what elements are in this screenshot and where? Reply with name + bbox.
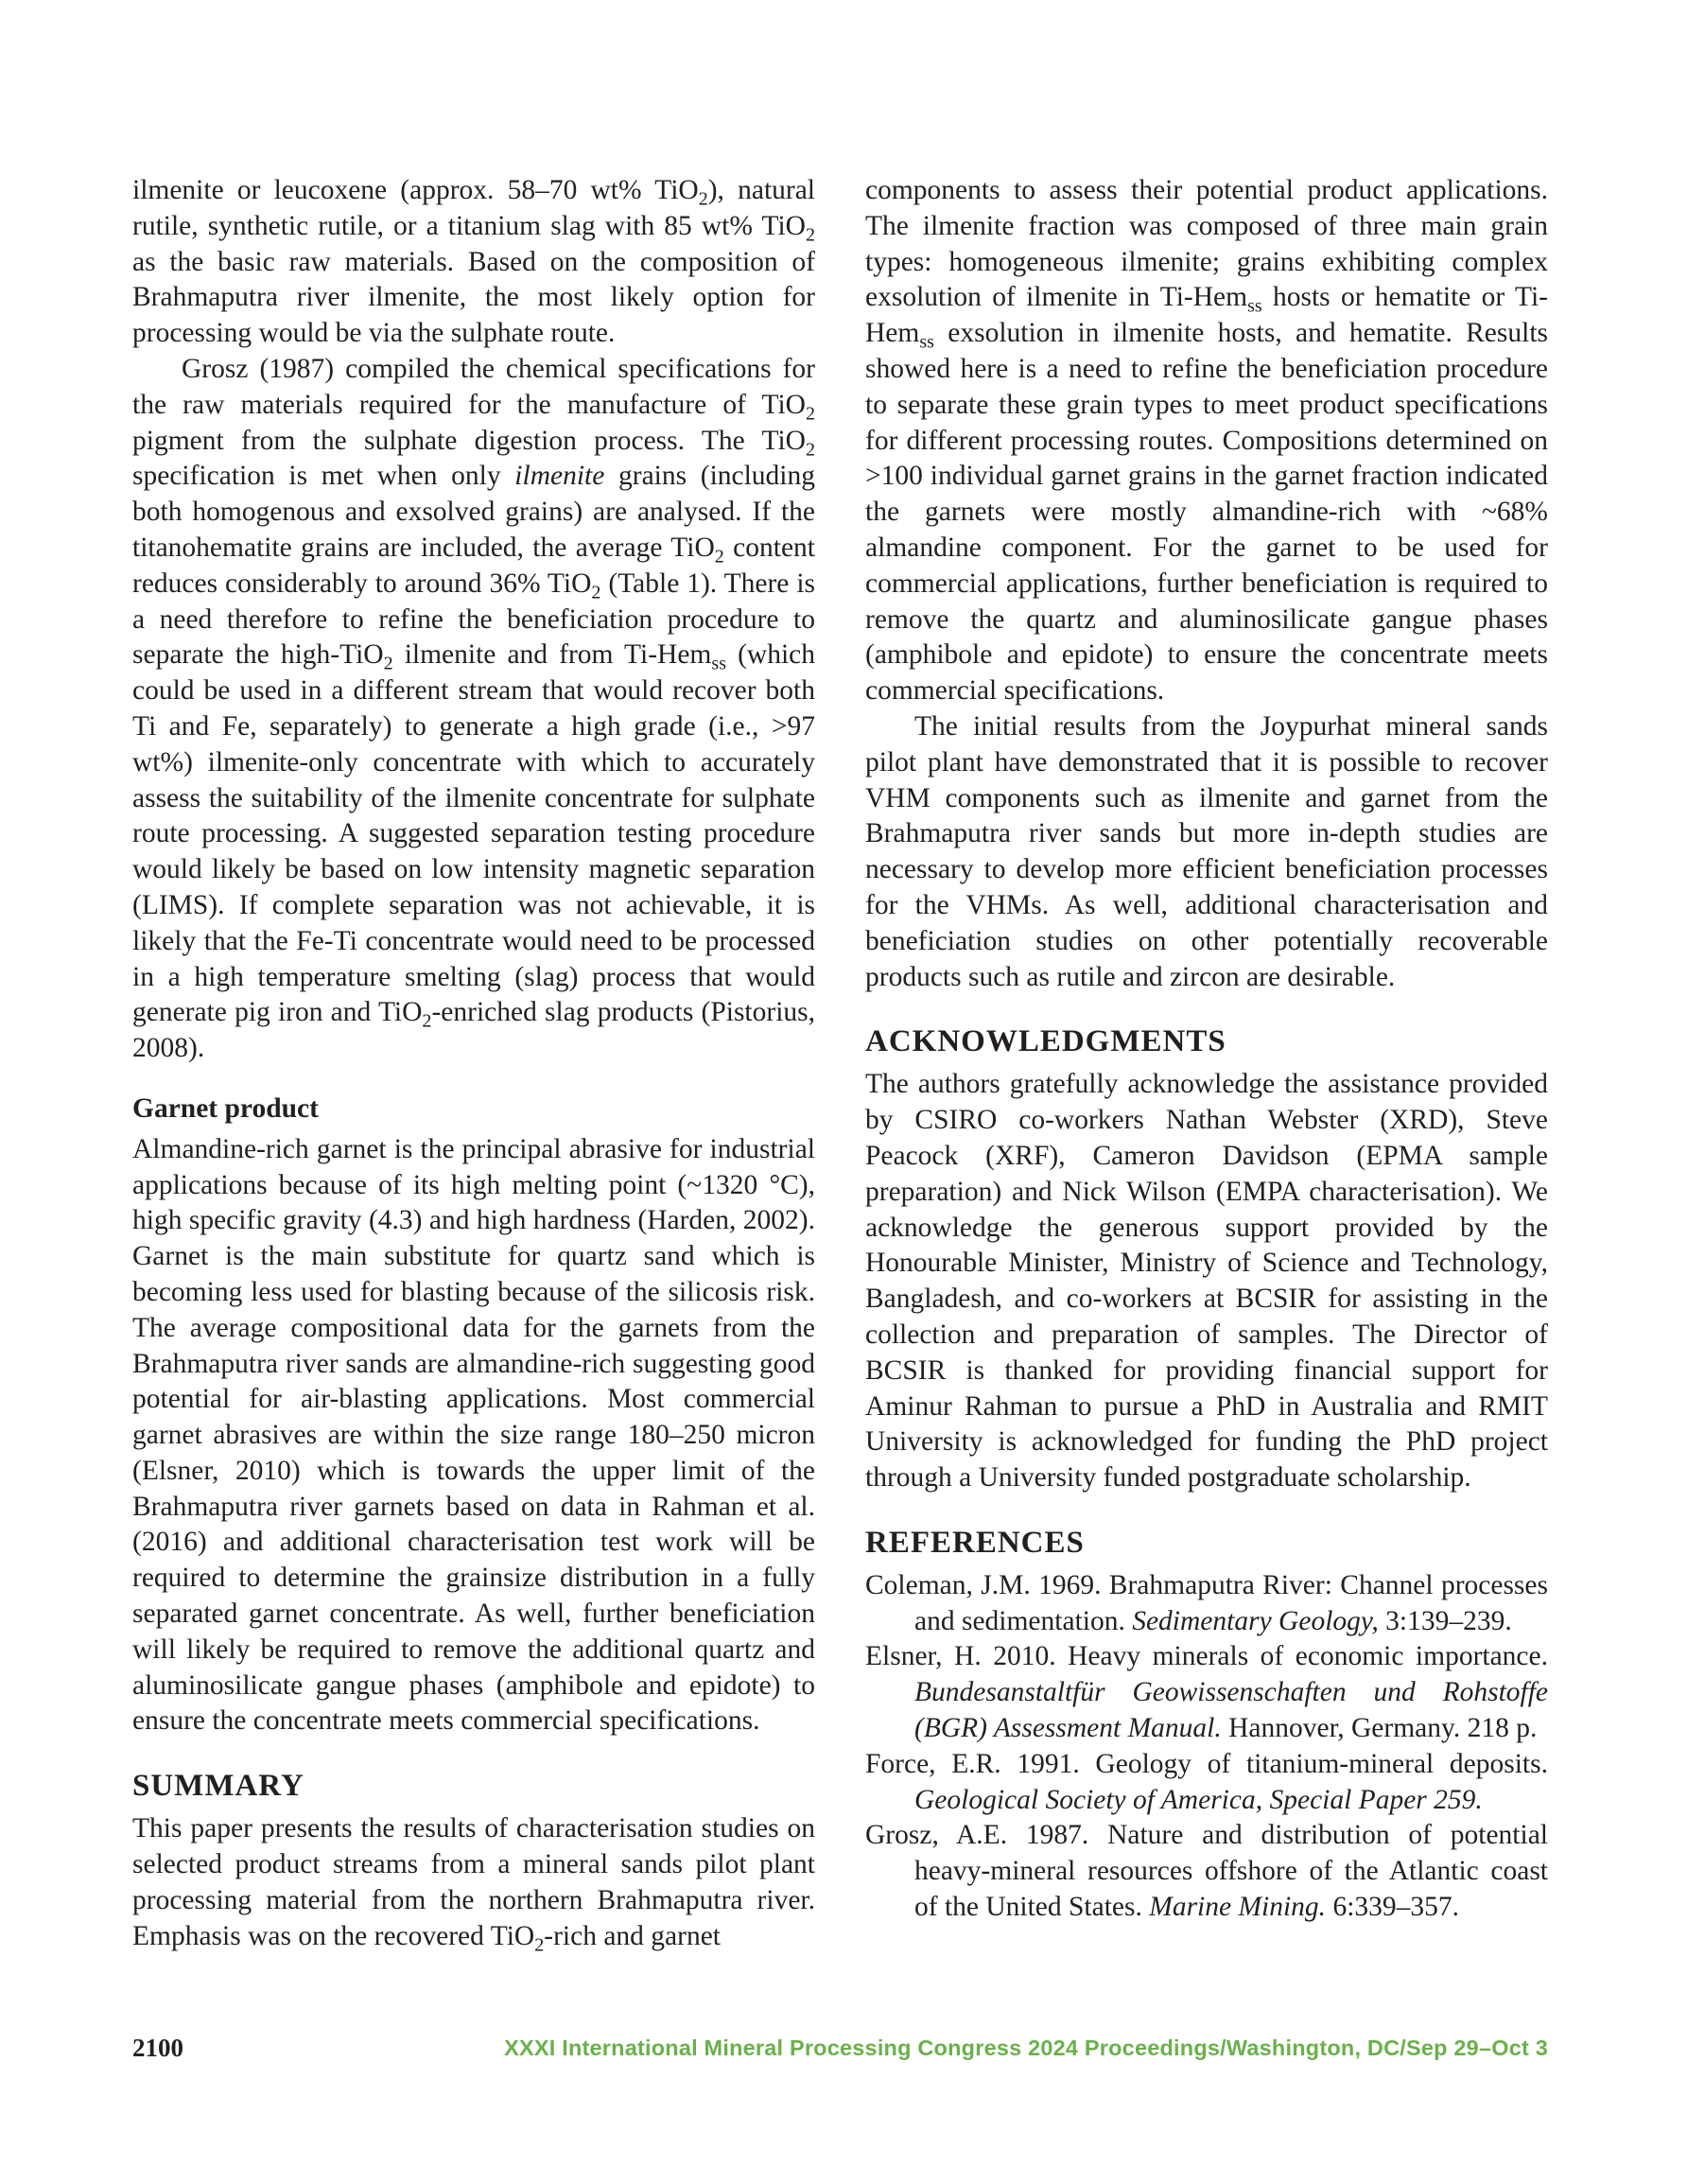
reference-item: Grosz, A.E. 1987. Nature and distribution of potential heavy-mineral resources offshore of the Atlantic coast of the United States. Marine Mining. 6:339–357. (865, 1820, 1548, 1923)
body-paragraph: components to assess their potential product applications. The ilmenite fraction was composed of three main grain types: homogeneous ilmenite; grains exhibiting complex exsolution of ilmenite in Ti-Hem$_{ss}$ hosts or hematite or Ti-Hem$_{ss}$ exsolution in ilmenite hosts, and hematite. Results showed here is a need to refine the beneficiation procedure to separate these grain types to meet product specifications for different processing routes. Compositions determined on >100 individual garnet grains in the garnet fraction indicated the garnets were mostly almandine-rich with ~68% almandine component. For the garnet to be used for commercial applications, further beneficiation is required to remove the quartz and aluminosilicate gangue phases (amphibole and epidote) to ensure the concentrate meets commercial specifications. (865, 175, 1548, 707)
body-paragraph: The authors gratefully acknowledge the assistance provided by CSIRO co-workers Nathan Webster (XRD), Steve Peacock (XRF), Cameron Davidson (EPMA sample preparation) and Nick Wilson (EMPA characterisation). We acknowledge the generous support provided by the Honourable Minister, Ministry of Science and Technology, Bangladesh, and co-workers at BCSIR for assisting in the collection and preparation of samples. The Director of BCSIR is thanked for providing financial support for Aminur Rahman to pursue a PhD in Australia and RMIT University is acknowledged for funding the PhD project through a University funded postgraduate scholarship. (865, 1069, 1548, 1494)
left-column (132, 173, 815, 1954)
page-footer (132, 2034, 1548, 2071)
body-paragraph: This paper presents the results of characterisation studies on selected product streams from a mineral sands pilot plant processing material from the northern Brahmaputra river. Emphasis was on the recovered TiO$_2$-rich and garnet (132, 1813, 815, 1956)
reference-item: Elsner, H. 2010. Heavy minerals of economic importance. Bundesanstaltfür Geowissenschaften und Rohstoffe (BGR) Assessment Manual. Hannover, Germany. 218 p. (865, 1641, 1548, 1744)
reference-item: Force, E.R. 1991. Geology of titanium-mineral deposits. Geological Society of America, Special Paper 259. (865, 1748, 1548, 1815)
page-number: 2100 (132, 2034, 183, 2062)
right-column (865, 173, 1548, 1926)
subsection-heading: Garnet product (132, 1092, 319, 1124)
section-heading: ACKNOWLEDGMENTS (865, 1024, 1226, 1059)
body-paragraph: Almandine-rich garnet is the principal abrasive for industrial applications because of its high melting point (~1320 °C), high specific gravity (4.3) and high hardness (Harden, 2002). Garnet is the main substitute for quartz sand which is becoming less used for blasting because of the silicosis risk. The average compositional data for the garnets from the Brahmaputra river sands are almandine-rich suggesting good potential for air-blasting applications. Most commercial garnet abrasives are within the size range 180–250 micron (Elsner, 2010) which is towards the upper limit of the Brahmaputra river garnets based on data in Rahman et al. (2016) and additional characterisation test work will be required to determine the grainsize distribution in a fully separated garnet concentrate. As well, further beneficiation will likely be required to remove the additional quartz and aluminosilicate gangue phases (amphibole and epidote) to ensure the concentrate meets commercial specifications. (132, 1133, 815, 1737)
running-footer-title: XXXI International Mineral Processing Congress 2024 Proceedings/Washington, DC/Sep 29–Oct 3 (504, 2035, 1548, 2060)
reference-item: Coleman, J.M. 1969. Brahmaputra River: Channel processes and sedimentation. Sedimentary Geology, 3:139–239. (865, 1569, 1548, 1636)
section-heading: SUMMARY (132, 1769, 304, 1804)
body-paragraph: The initial results from the Joypurhat mineral sands pilot plant have demonstrated that it is possible to recover VHM components such as ilmenite and garnet from the Brahmaputra river sands but more in-depth studies are necessary to develop more efficient beneficiation processes for the VHMs. As well, additional characterisation and beneficiation studies on other potentially recoverable products such as rutile and zircon are desirable. (865, 710, 1548, 992)
body-paragraph: ilmenite or leucoxene (approx. 58–70 wt% TiO$_2$), natural rutile, synthetic rutile, or a titanium slag with 85 wt% TiO$_2$ as the basic raw materials. Based on the composition of Brahmaputra river ilmenite, the most likely option for processing would be via the sulphate route. (132, 175, 816, 349)
section-heading: REFERENCES (865, 1525, 1085, 1560)
body-paragraph: Grosz (1987) compiled the chemical specifications for the raw materials required for the manufacture of TiO$_2$ pigment from the sulphate digestion process. The TiO$_2$ specification is met when only ilmenite grains (including both homogenous and exsolved grains) are analysed. If the titanohematite grains are included, the average TiO$_2$ content reduces considerably to around 36% TiO$_2$ (Table 1). There is a need therefore to refine the beneficiation procedure to separate the high-TiO$_2$ ilmenite and from Ti-Hem$_{ss}$ (which could be used in a different stream that would recover both Ti and Fe, separately) to generate a high grade (i.e., >97 wt%) ilmenite-only concentrate with which to accurately assess the suitability of the ilmenite concentrate for sulphate route processing. A suggested separation testing procedure would likely be based on low intensity magnetic separation (LIMS). If complete separation was not achievable, it is likely that the Fe-Ti concentrate would need to be processed in a high temperature smelting (slag) process that would generate pig iron and TiO$_2$-enriched slag products (Pistorius, 2008). (132, 353, 816, 1064)
